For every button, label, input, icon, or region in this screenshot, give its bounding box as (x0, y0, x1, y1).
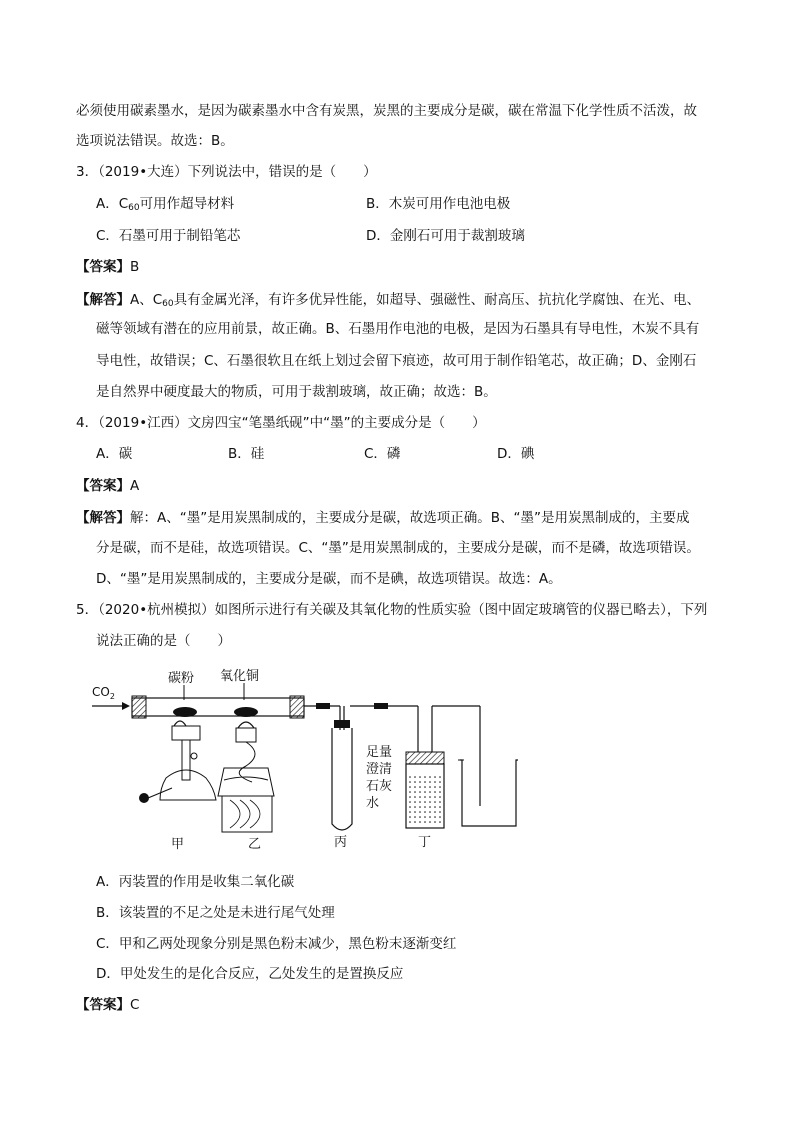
lamp-body-yi (218, 768, 274, 796)
wick-holder-yi (236, 728, 256, 742)
q5-stem-line-1: 5．（2020•杭州模拟）如图所示进行有关碳及其氧化物的性质实验（图中固定玻璃管的仪器已略去），下列 (76, 602, 708, 618)
label-ding: 丁 (418, 835, 432, 850)
q4-analysis-line-1: 【解答】解：A、“墨”是用炭黑制成的，主要成分是碳，故选项正确。B、“墨”是用炭黑制成的，主要成 (76, 510, 690, 526)
q3-analysis-line-2: 磁等领域有潜在的应用前景，故正确。B、石墨用作电池的电极，是因为石墨具有导电性，木炭不具有 (96, 321, 700, 337)
burner-head-jia (172, 726, 200, 740)
q3-option-d: D．金刚石可用于裁割玻璃 (366, 228, 525, 244)
prev-analysis-line-1: 必须使用碳素墨水，是因为碳素墨水中含有炭黑，炭黑的主要成分是碳，碳在常温下化学性质不活泼，故 (76, 103, 697, 119)
limewater-label-3: 石灰 (366, 779, 393, 794)
experiment-apparatus-figure (88, 660, 548, 852)
wood-grain-yi (230, 800, 260, 828)
q3-option-a: A．$C_{60}$可用作超导材料 (96, 196, 235, 213)
stopper-bing (334, 720, 350, 728)
q5-answer: 【答案】C (76, 997, 140, 1013)
bottle-liquid (408, 774, 442, 826)
q4-answer: 【答案】A (76, 478, 140, 494)
copper-oxide-label: 氧化铜 (220, 669, 260, 684)
right-stopper (290, 696, 304, 718)
q3-answer: 【答案】B (76, 259, 140, 275)
burner-stem-jia (182, 740, 190, 780)
q3-analysis-line-1: 【解答】A、$C_{60}$具有金属光泽，有许多优异性能，如超导、强磁性、耐高压、抗抗化学腐蚀、在光、电、 (76, 292, 701, 309)
test-tube-bing (332, 728, 352, 830)
beaker (460, 760, 518, 826)
limewater-label-2: 澄清 (366, 762, 393, 777)
q3-option-c: C．石墨可用于制铅笔芯 (96, 228, 241, 244)
q5-stem-line-2: 说法正确的是（ ） (96, 633, 231, 649)
rubber-joint-2 (374, 703, 388, 709)
q5-option-a: A．丙装置的作用是收集二氧化碳 (96, 874, 295, 890)
q4-analysis-line-2: 分是碳，而不是硅，故选项错误。C、“墨”是用炭黑制成的，主要成分是碳，而不是磷，故选项错误。 (96, 540, 700, 556)
label-yi: 乙 (248, 837, 262, 852)
q5-option-c: C．甲和乙两处现象分别是黑色粉末减少，黑色粉末逐渐变红 (96, 936, 457, 952)
q4-option-c: C．磷 (364, 446, 401, 462)
stopper-ding (406, 752, 444, 764)
arrow-head (122, 702, 130, 710)
q4-option-b: B．硅 (228, 446, 265, 462)
left-stopper (132, 696, 146, 718)
limewater-label-4: 水 (366, 796, 380, 811)
q4-stem: 4．（2019•江西）文房四宝“笔墨纸砚”中“墨”的主要成分是（ ） (76, 415, 486, 431)
copper-oxide-powder (234, 707, 258, 717)
q3-stem: 3．（2019•大连）下列说法中，错误的是（ ） (76, 164, 377, 180)
limewater-label-1: 足量 (366, 745, 393, 760)
q4-option-a: A．碳 (96, 446, 133, 462)
q3-option-b: B．木炭可用作电池电极 (366, 196, 511, 212)
co2-label: $CO_2$ (92, 685, 115, 701)
q5-option-d: D．甲处发生的是化合反应，乙处发生的是置换反应 (96, 966, 404, 982)
q4-analysis-line-3: D、“墨”是用炭黑制成的，主要成分是碳，而不是碘，故选项错误。故选：A。 (96, 571, 562, 587)
q3-analysis-line-3: 导电性，故错误；C、石墨很软且在纸上划过会留下痕迹，故可用于制作铅笔芯，故正确；D、金刚石 (96, 353, 697, 369)
gas-knob-jia (139, 793, 149, 803)
q3-analysis-line-4: 是自然界中硬度最大的物质，可用于裁割玻璃，故正确；故选：B。 (96, 384, 497, 400)
carbon-powder (173, 707, 197, 717)
wick-yi (239, 742, 255, 782)
carbon-powder-label: 碳粉 (168, 671, 195, 686)
wood-block-yi (222, 796, 272, 832)
rubber-joint-1 (316, 703, 330, 709)
flame-yi (238, 722, 254, 728)
flame-jia (174, 721, 186, 726)
burner-base-jia (160, 770, 216, 800)
valve-jia (191, 753, 197, 759)
label-bing: 丙 (334, 835, 348, 850)
q5-option-b: B．该装置的不足之处是未进行尾气处理 (96, 905, 335, 921)
label-jia: 甲 (171, 837, 185, 852)
prev-analysis-line-2: 选项说法错误。故选：B。 (76, 133, 234, 149)
q4-option-d: D．碘 (497, 446, 535, 462)
glass-tube (132, 698, 304, 716)
